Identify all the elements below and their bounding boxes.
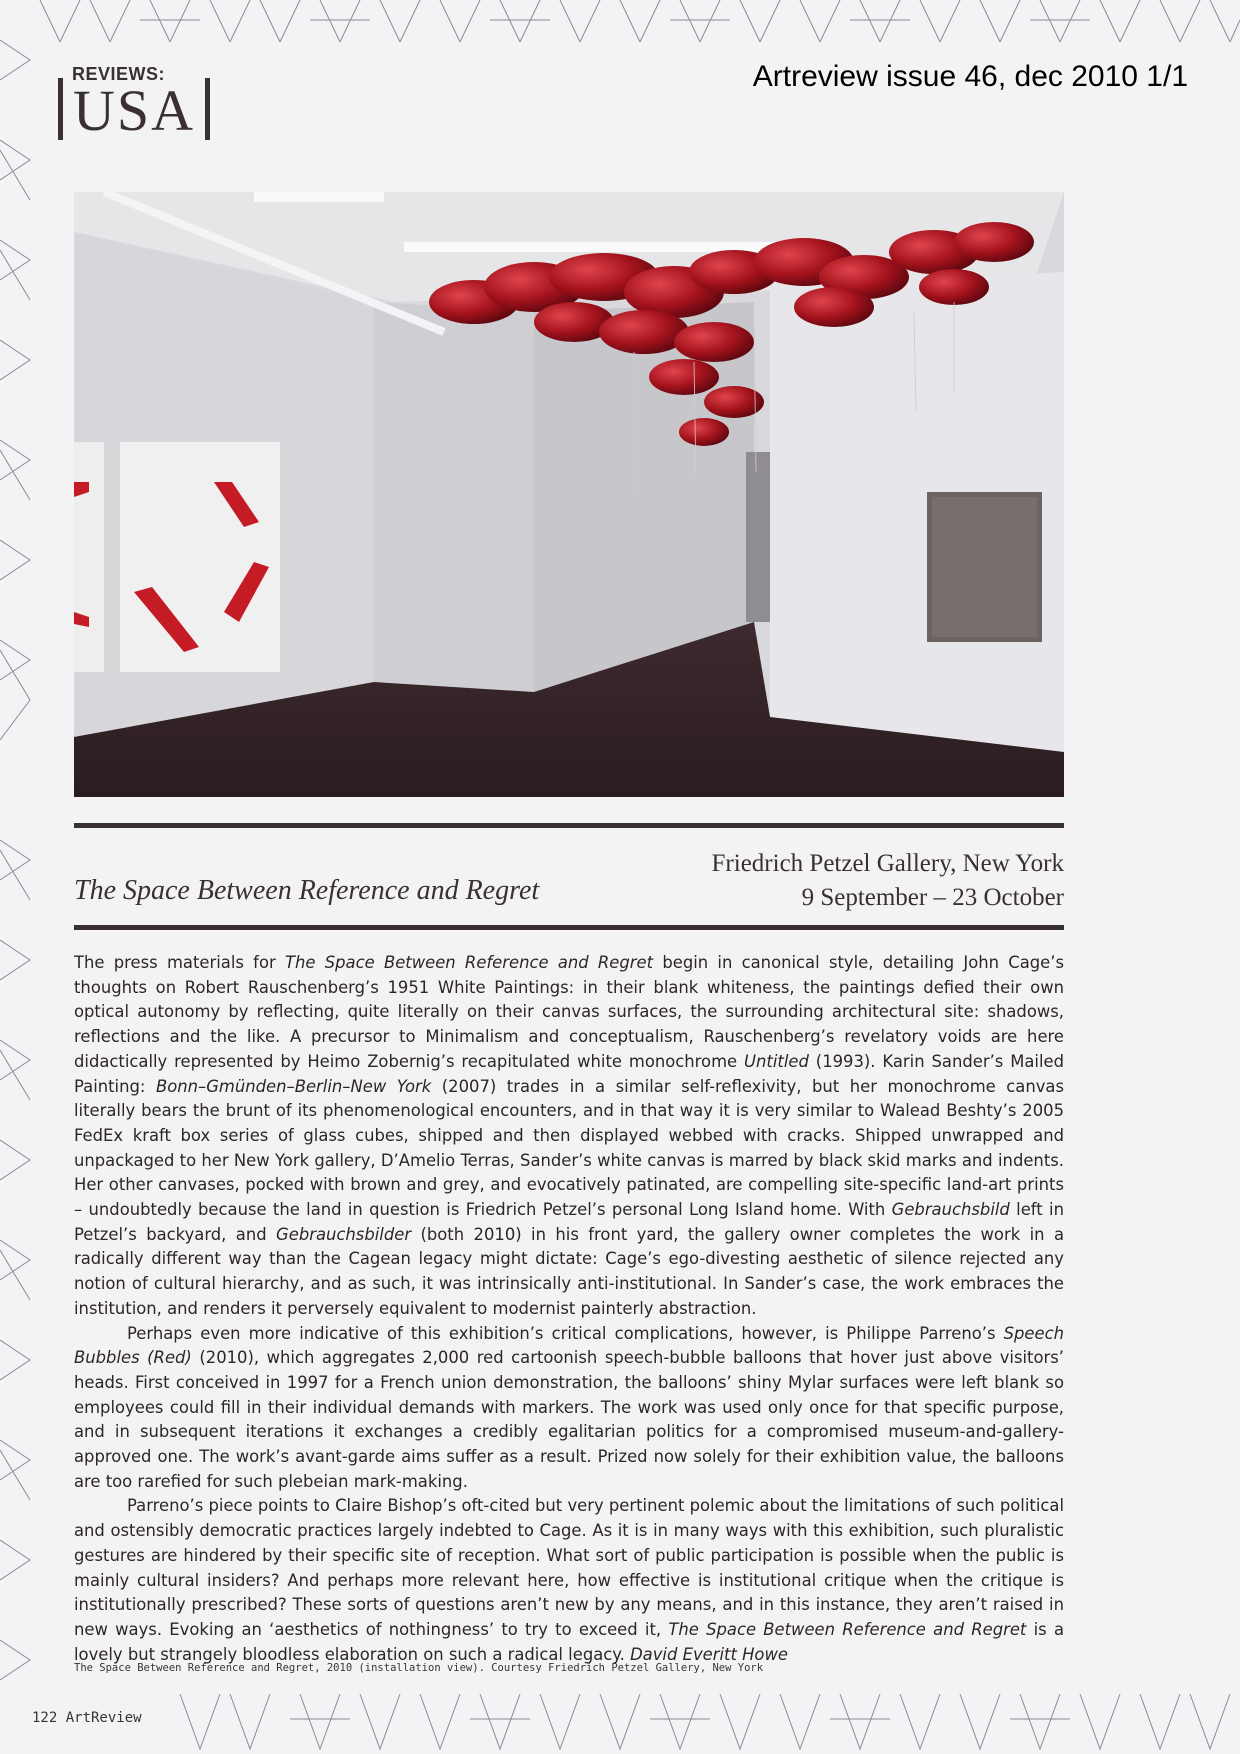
bottom-geometric-pattern — [0, 1694, 1240, 1754]
text-run: left in Petzel’s backyard, and — [74, 1200, 1064, 1244]
section-label: REVIEWS: — [72, 64, 166, 84]
text-run: (both 2010) in his front yard, the gallery owner completes the work in a radically different way than the Cagean legacy might dictate: Cage’s ego-divesting aesthetic of silence rejected any notion of cultural hierarchy, and as such, it was intrinsically anti-institutional. In Sander’s case, the work embraces the institution, and renders it perversely equivalent to modernist painterly abstraction. — [74, 1224, 1064, 1318]
text-run: (2010), which aggregates 2,000 red cartoonish speech-bubble balloons that hover just above visitors’ heads. First conceived in 1997 for a French union demonstration, the balloons’ shiny Mylar surfaces were left blank so employees could fill in their individual demands with markers. The work was used only once for that specific purpose, and in subsequent iterations it exchanges a credibly egalitarian politics for a compromised museum-and-gallery-approved one. The work’s avant-garde aims suffer as a result. Prized now solely for their exhibition value, the balloons are too rarefied for such plebeian mark-making. — [74, 1348, 1064, 1491]
text-run: Perhaps even more indicative of this exhibition’s critical complications, however, is Philippe Parreno’s — [127, 1323, 1004, 1343]
review-body — [74, 951, 1064, 1667]
venue-block — [712, 847, 1064, 915]
section-title — [48, 78, 220, 143]
text-run: The press materials for — [74, 953, 285, 972]
exhibition-dates: 9 September – 23 October — [801, 884, 1064, 911]
italic-run: David Everitt Howe — [630, 1644, 788, 1664]
text-run: Parreno’s piece points to Claire Bishop’s oft-cited but very pertinent polemic about the limitations of such political and ostensibly democratic practices largely indebted to Cage. As it is in many ways with this exhibition, such pluralistic gestures are hindered by their specific site of reception. What sort of public participation is possible when the public is mainly cultural insiders? And perhaps more relevant here, how effective is institutional critique when the critique is institutionally prescribed? These sorts of questions aren’t new by any means, and in this instance, they aren’t raised in new ways. Evoking an ‘aesthetics of nothingness’ to try to exceed it, — [74, 1496, 1064, 1639]
italic-run: Untitled — [744, 1051, 809, 1071]
italic-run: The Space Between Reference and Regret — [284, 953, 654, 972]
text-run: (1993). Karin Sander’s Mailed Painting: — [74, 1051, 1064, 1096]
paragraph-3 — [74, 1494, 1064, 1667]
text-run: (2007) trades in a similar self-reflexivity, but her monochrome canvas literally bears the brunt of its phenomenological encounters, and in that way it is very similar to Walead Beshty’s 2005 FedEx kraft box series of glass cubes, shipped and then displayed webbed with cracks. Shipped unwrapped and unpackaged to her New York gallery, D’Amelio Terras, Sander’s white canvas is marred by black skid marks and indents. Her other canvases, pocked with brown and grey, and evocatively patinated, are compelling site-specific land-art prints – undoubtedly because the land in question is Friedrich Petzel’s personal Long Island home. With — [74, 1076, 1065, 1220]
text-run: begin in canonical style, detailing John Cage’s thoughts on Robert Rauschenberg’s 1951 White Paintings: in their blank whiteness, the paintings defied their own optical autonomy by reflecting, quite literally on their canvas surfaces, the surrounding architectural site: shadows, reflections and the like. A precursor to Minimalism and conceptualism, Rauschenberg’s revelatory voids are here didactically represented by Heimo Zobernig’s recapitulated white monochrome — [74, 953, 1065, 1071]
page-folio: 122 ArtReview — [32, 1710, 142, 1726]
issue-stamp: Artreview issue 46, dec 2010 1/1 — [752, 60, 1188, 93]
bottom-rule — [74, 925, 1064, 930]
photo-caption: The Space Between Reference and Regret, 2010 (installation view). Courtesy Friedrich Petzel Gallery, New York — [74, 1662, 764, 1674]
italic-run: Gebrauchsbilder — [276, 1224, 412, 1244]
left-geometric-pattern — [0, 0, 42, 1754]
venue-name: Friedrich Petzel Gallery, New York — [711, 850, 1064, 877]
top-rule — [74, 823, 1064, 828]
installation-photo — [74, 192, 1064, 797]
review-title: The Space Between Reference and Regret — [74, 875, 540, 906]
italic-run: The Space Between Reference and Regret — [668, 1619, 1027, 1639]
paragraph-2 — [74, 1322, 1064, 1495]
paragraph-1 — [74, 951, 1064, 1322]
italic-run: Speech Bubbles (Red) — [74, 1323, 1064, 1368]
italic-run: Bonn–Gmünden–Berlin–New York — [155, 1076, 432, 1096]
section-title-text: USA — [73, 78, 196, 143]
title-right-bar — [205, 78, 210, 140]
text-run: is a lovely but strangely bloodless elaboration on such a radical legacy. — [74, 1619, 1065, 1664]
top-geometric-pattern — [0, 0, 1240, 42]
title-left-bar — [58, 78, 63, 140]
italic-run: Gebrauchsbild — [891, 1200, 1010, 1220]
